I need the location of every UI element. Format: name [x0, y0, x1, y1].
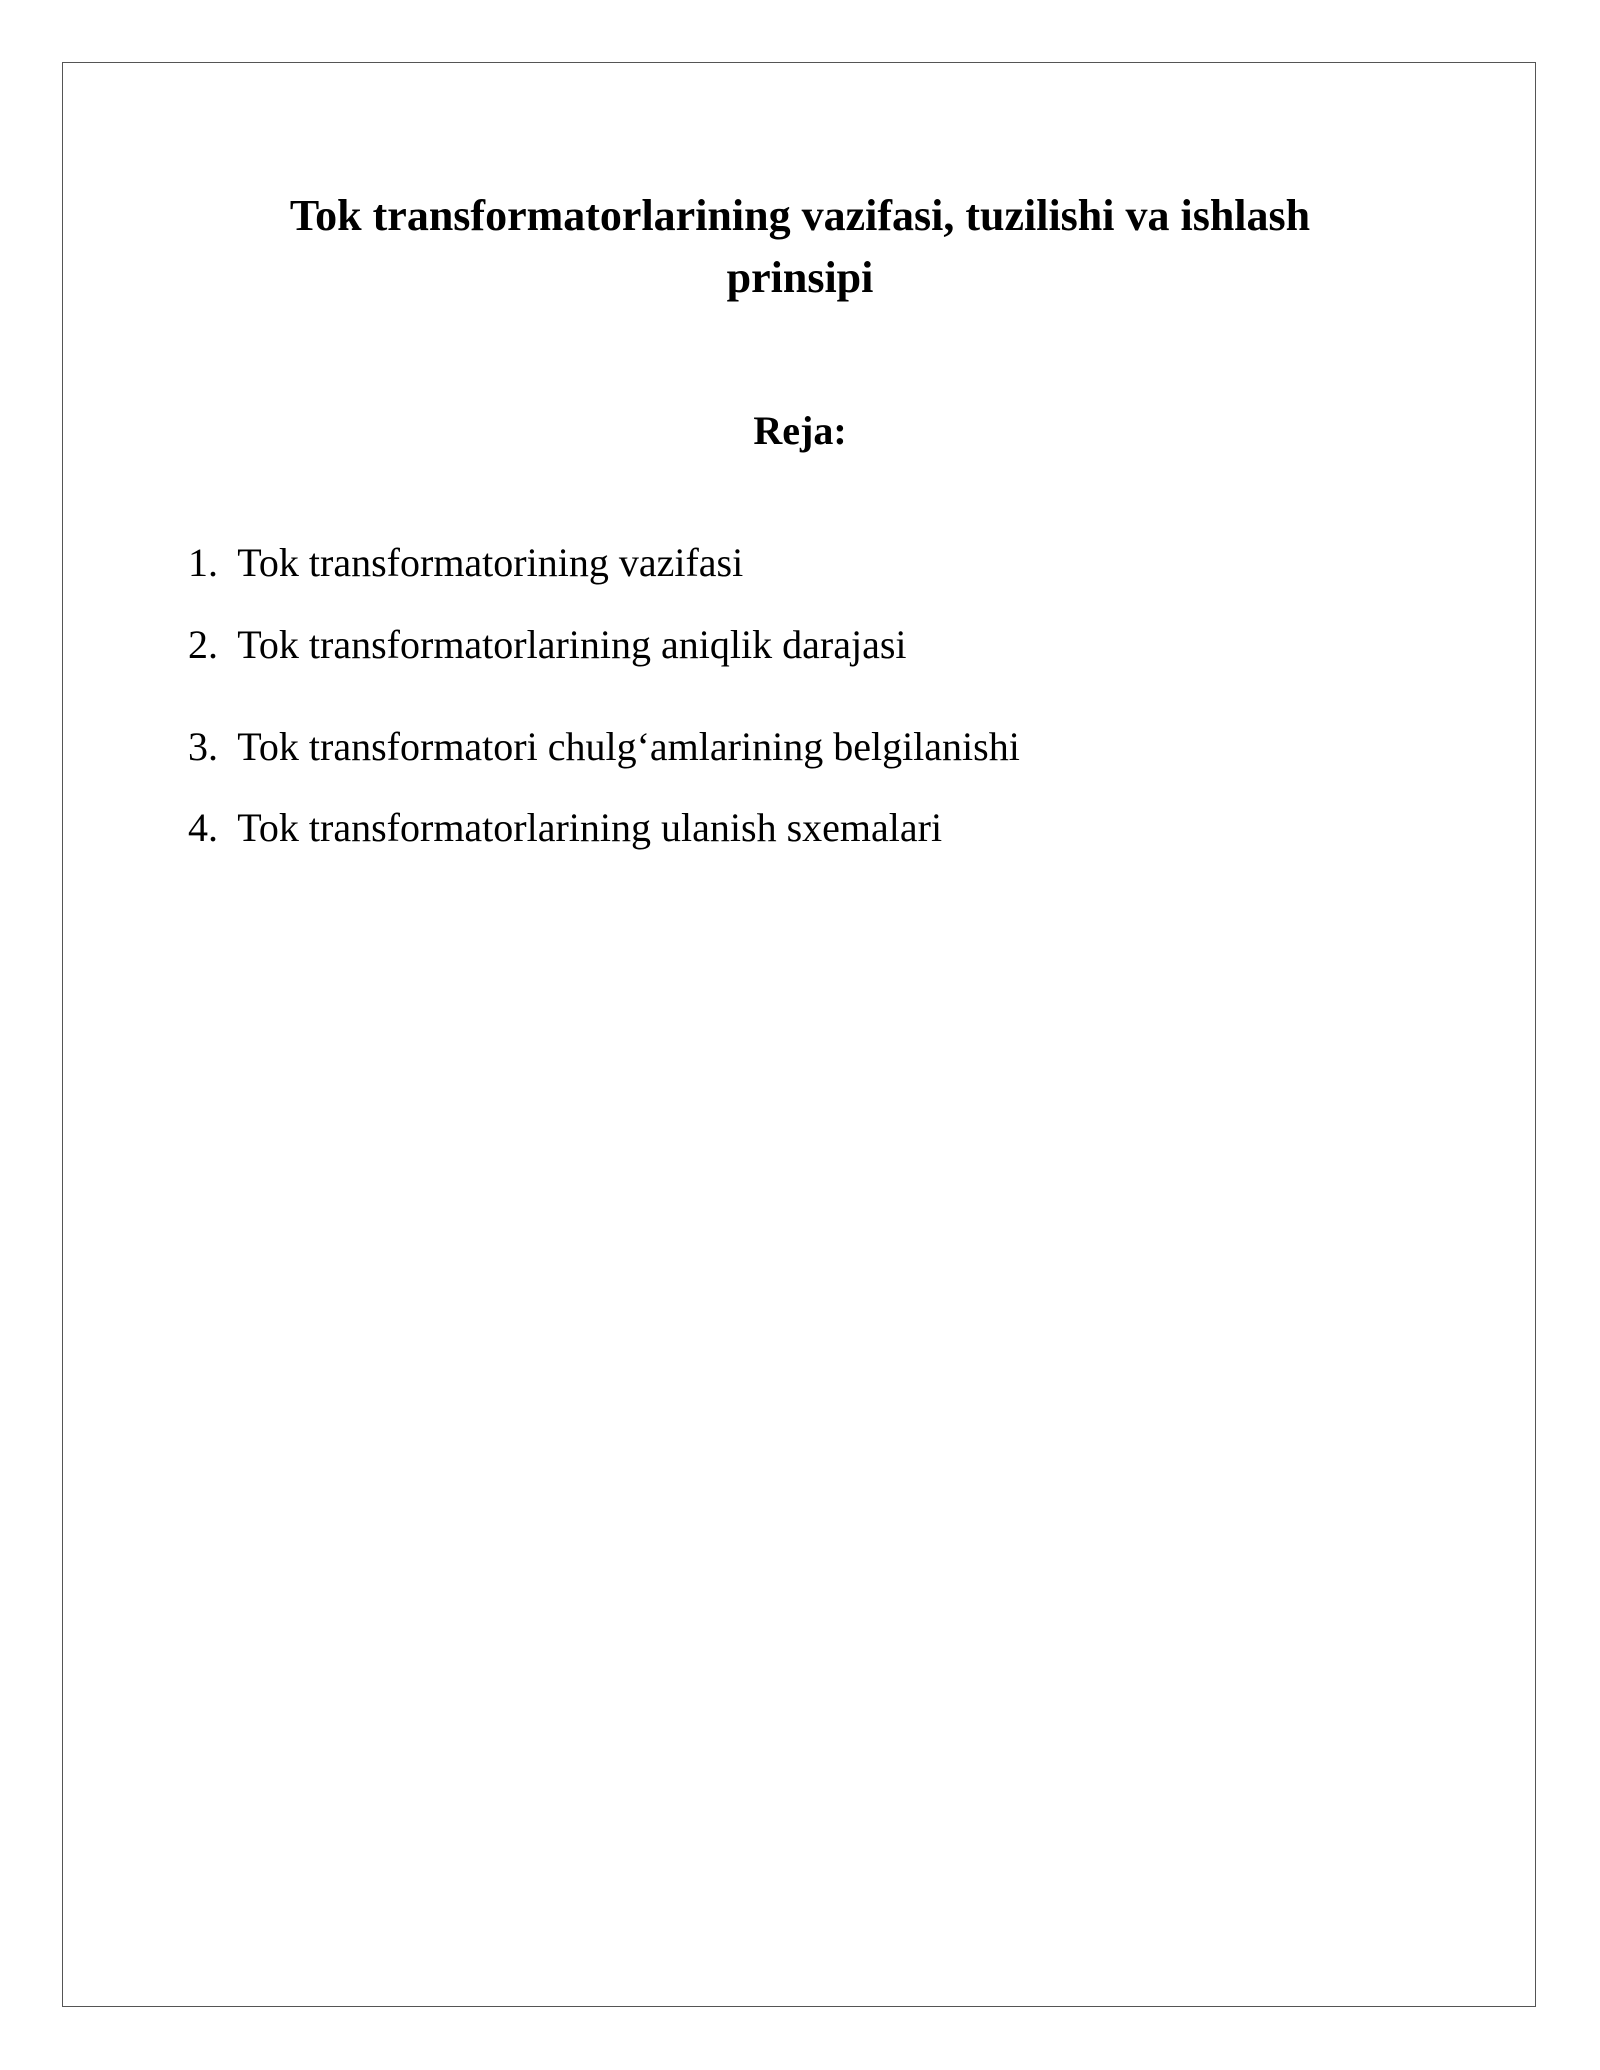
- plan-item-1: [188, 535, 743, 591]
- plan-item-2: [188, 617, 907, 673]
- plan-item-number: 2.: [188, 622, 228, 667]
- plan-item-text: Tok transformatori chulg‘amlarining belgilanishi: [237, 724, 1020, 769]
- page-border: [62, 62, 1536, 2007]
- plan-item-number: 1.: [188, 540, 228, 585]
- plan-heading: Reja:: [753, 408, 847, 453]
- plan-item-text: Tok transformatorlarining aniqlik darajasi: [237, 622, 907, 667]
- plan-item-3: [188, 719, 1020, 775]
- plan-item-text: Tok transformatorining vazifasi: [237, 540, 744, 585]
- plan-item-number: 4.: [188, 805, 228, 850]
- plan-item-text: Tok transformatorlarining ulanish sxemalari: [237, 805, 943, 850]
- document-title-line-1: Tok transformatorlarining vazifasi, tuzilishi va ishlash: [289, 191, 1311, 240]
- document-title: [200, 185, 1400, 309]
- document-title-line-2: prinsipi: [726, 253, 874, 302]
- plan-item-number: 3.: [188, 724, 228, 769]
- plan-item-4: [188, 800, 942, 856]
